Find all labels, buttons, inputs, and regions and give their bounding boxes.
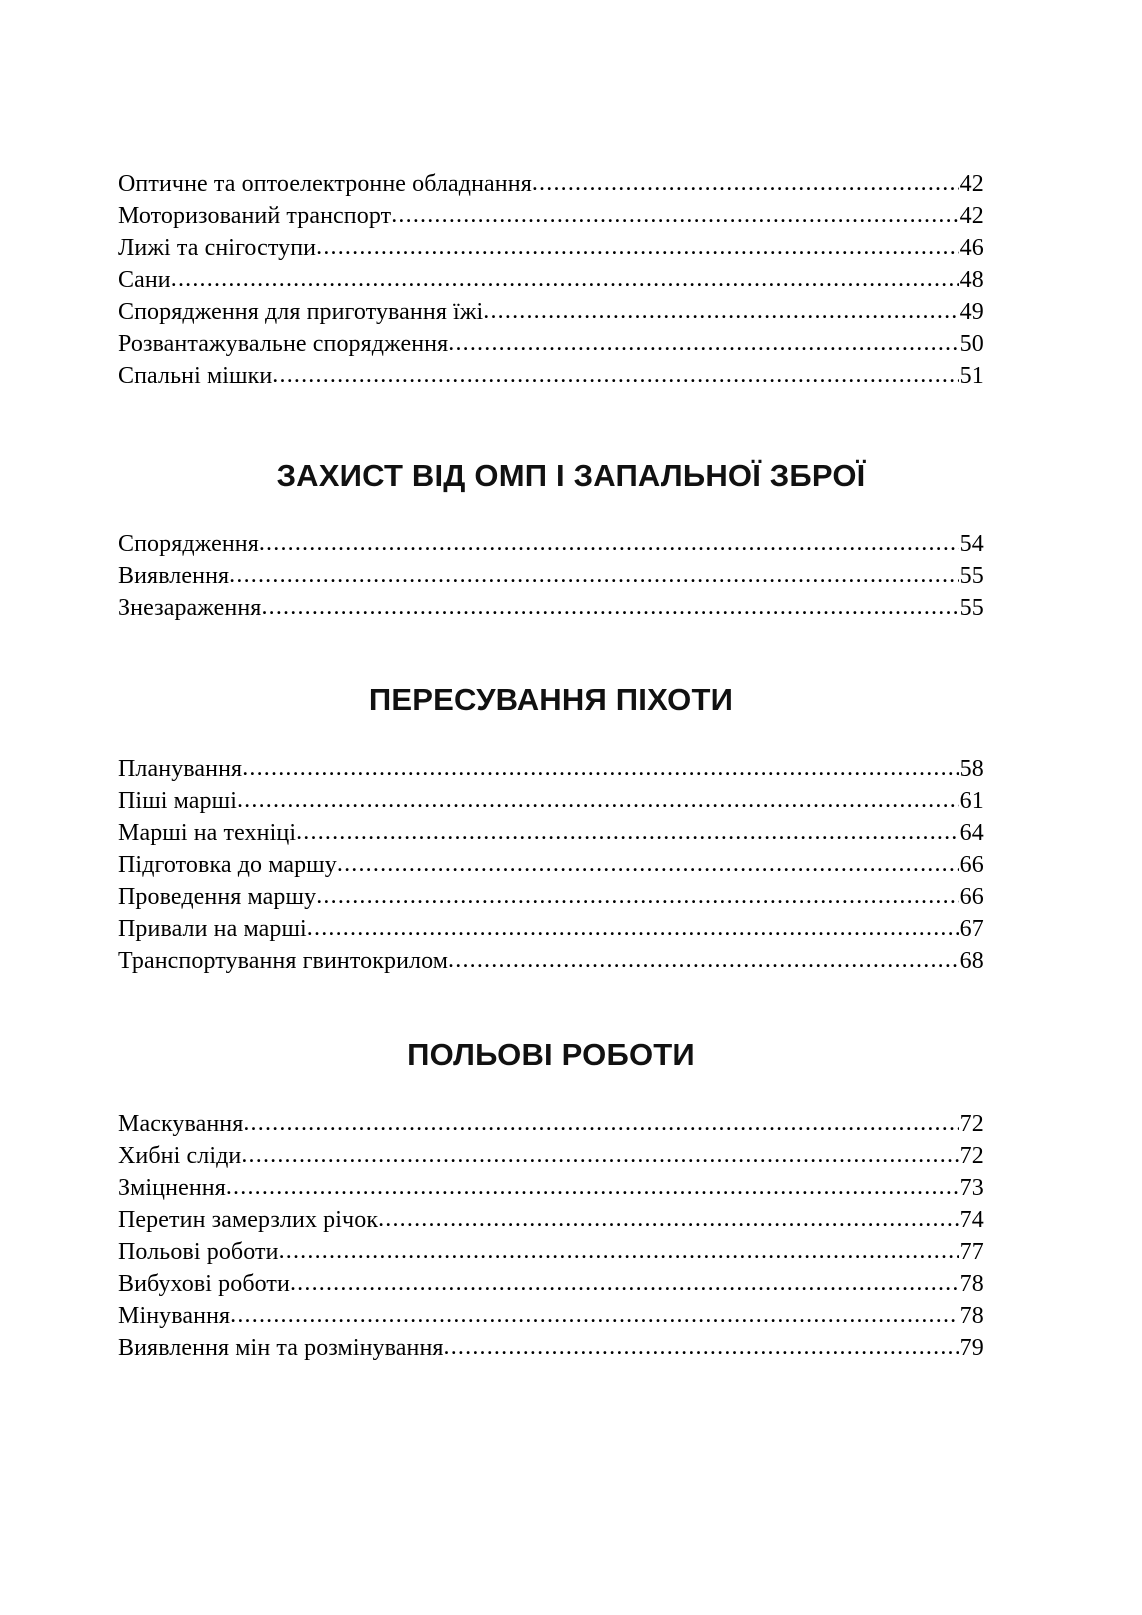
toc-entry[interactable] [118, 913, 984, 945]
toc-entry-page: 55 [959, 563, 984, 589]
toc-entry-title: Знезараження [118, 595, 262, 621]
spacer [118, 720, 1024, 753]
section-heading-field-works: ПОЛЬОВІ РОБОТИ [407, 1037, 695, 1072]
section-heading-wmd-protection: ЗАХИСТ ВІД ОМП І ЗАПАЛЬНОЇ ЗБРОЇ [276, 458, 866, 493]
toc-entry-title: Польові роботи [118, 1239, 279, 1265]
toc-entry[interactable] [118, 1300, 984, 1332]
toc-leader-dots [230, 1300, 958, 1331]
spacer [118, 624, 1024, 679]
toc-entry-page: 72 [959, 1143, 984, 1169]
toc-entry[interactable] [118, 1172, 984, 1204]
toc-entry-title: Сани [118, 267, 171, 293]
toc-entry-page: 78 [959, 1271, 984, 1297]
toc-entry[interactable] [118, 817, 984, 849]
toc-entry[interactable] [118, 785, 984, 817]
toc-entry[interactable] [118, 264, 984, 296]
toc-entry-page: 58 [959, 756, 984, 782]
toc-entry[interactable] [118, 1108, 984, 1140]
toc-entry[interactable] [118, 528, 984, 560]
toc-entry[interactable] [118, 360, 984, 392]
toc-leader-dots [229, 560, 958, 591]
toc-entry-page: 46 [959, 235, 984, 261]
toc-entry-page: 42 [959, 171, 984, 197]
toc-leader-dots [444, 1332, 959, 1363]
toc-entry-title: Планування [118, 756, 243, 782]
toc-leader-dots [171, 264, 959, 295]
toc-entry-page: 78 [959, 1303, 984, 1329]
toc-entry-title: Виявлення [118, 563, 230, 589]
toc-leader-dots [243, 1108, 958, 1139]
toc-entry-title: Піші марші [118, 788, 237, 814]
toc-leader-dots [296, 817, 959, 848]
toc-entry[interactable] [118, 560, 984, 592]
toc-leader-dots [242, 753, 958, 784]
toc-entry-title: Вибухові роботи [118, 1271, 290, 1297]
toc-entry-title: Проведення маршу [118, 884, 317, 910]
toc-entry[interactable] [118, 328, 984, 360]
toc-leader-dots [307, 913, 959, 944]
toc-entry-title: Моторизований транспорт [118, 203, 392, 229]
toc-entry[interactable] [118, 881, 984, 913]
section-heading-infantry-movement: ПЕРЕСУВАННЯ ПІХОТИ [368, 682, 734, 717]
toc-entry-page: 72 [959, 1111, 984, 1137]
toc-leader-dots [391, 200, 958, 231]
toc-entry-page: 67 [959, 916, 984, 942]
toc-entry-page: 55 [959, 595, 984, 621]
spacer [118, 1075, 1024, 1108]
toc-section-wmd-protection [118, 528, 984, 624]
toc-entry-title: Розвантажувальне спорядження [118, 331, 449, 357]
toc-leader-dots [259, 528, 959, 559]
toc-entry-page: 66 [959, 884, 984, 910]
toc-leader-dots [448, 945, 959, 976]
toc-entry-page: 54 [959, 531, 984, 557]
spacer [118, 496, 1024, 528]
toc-entry-title: Марші на техніці [118, 820, 297, 846]
toc-leader-dots [448, 328, 958, 359]
toc-leader-dots [316, 232, 958, 263]
toc-entry-title: Спорядження для приготування їжі [118, 299, 484, 325]
toc-entry-title: Спорядження [118, 531, 259, 557]
toc-entry-page: 66 [959, 852, 984, 878]
toc-entry[interactable] [118, 232, 984, 264]
toc-entry-title: Перетин замерзлих річок [118, 1207, 379, 1233]
toc-leader-dots [290, 1268, 959, 1299]
toc-entry-title: Привали на марші [118, 916, 307, 942]
toc-entry-page: 68 [959, 948, 984, 974]
toc-leader-dots [378, 1204, 959, 1235]
toc-entry-page: 79 [959, 1335, 984, 1361]
toc-section-infantry-movement [118, 753, 984, 977]
toc-entry-title: Оптичне та оптоелектронне обладнання [118, 171, 532, 197]
toc-entry[interactable] [118, 945, 984, 977]
toc-entry-page: 73 [959, 1175, 984, 1201]
spacer [118, 977, 1024, 1034]
toc-entry-page: 61 [959, 788, 984, 814]
toc-entry[interactable] [118, 200, 984, 232]
toc-entry-title: Мінування [118, 1303, 231, 1329]
toc-entry-title: Хибні сліди [118, 1143, 242, 1169]
toc-entry[interactable] [118, 168, 984, 200]
toc-leader-dots [316, 881, 958, 912]
toc-entry[interactable] [118, 1204, 984, 1236]
toc-entry-title: Зміцнення [118, 1175, 226, 1201]
toc-entry-page: 49 [959, 299, 984, 325]
toc-entry-title: Маскування [118, 1111, 244, 1137]
toc-entry-page: 48 [959, 267, 984, 293]
toc-leader-dots [261, 592, 958, 623]
toc-leader-dots [272, 360, 958, 391]
toc-entry-page: 50 [959, 331, 984, 357]
toc-section-field-works [118, 1108, 984, 1364]
toc-entry[interactable] [118, 1332, 984, 1364]
toc-entry[interactable] [118, 1140, 984, 1172]
toc-entry[interactable] [118, 1236, 984, 1268]
toc-entry-title: Виявлення мін та розмінування [118, 1335, 444, 1361]
toc-section-continued-equipment [118, 168, 984, 392]
spacer [118, 392, 1024, 455]
toc-leader-dots [483, 296, 958, 327]
toc-entry-page: 77 [959, 1239, 984, 1265]
toc-entry-title: Транспортування гвинтокрилом [118, 948, 449, 974]
toc-leader-dots [279, 1236, 959, 1267]
toc-entry-title: Спальні мішки [118, 363, 273, 389]
toc-entry-page: 74 [959, 1207, 984, 1233]
toc-entry[interactable] [118, 753, 984, 785]
toc-leader-dots [532, 168, 959, 199]
toc-entry[interactable] [118, 296, 984, 328]
toc-leader-dots [226, 1172, 959, 1203]
toc-entry[interactable] [118, 1268, 984, 1300]
toc-entry-page: 64 [959, 820, 984, 846]
toc-entry-title: Підготовка до маршу [118, 852, 337, 878]
toc-entry-page: 51 [959, 363, 984, 389]
toc-entry[interactable] [118, 592, 984, 624]
toc-leader-dots [241, 1140, 958, 1171]
toc-entry-page: 42 [959, 203, 984, 229]
toc-entry-title: Лижі та снігоступи [118, 235, 317, 261]
toc-leader-dots [337, 849, 959, 880]
toc-entry[interactable] [118, 849, 984, 881]
toc-leader-dots [237, 785, 959, 816]
